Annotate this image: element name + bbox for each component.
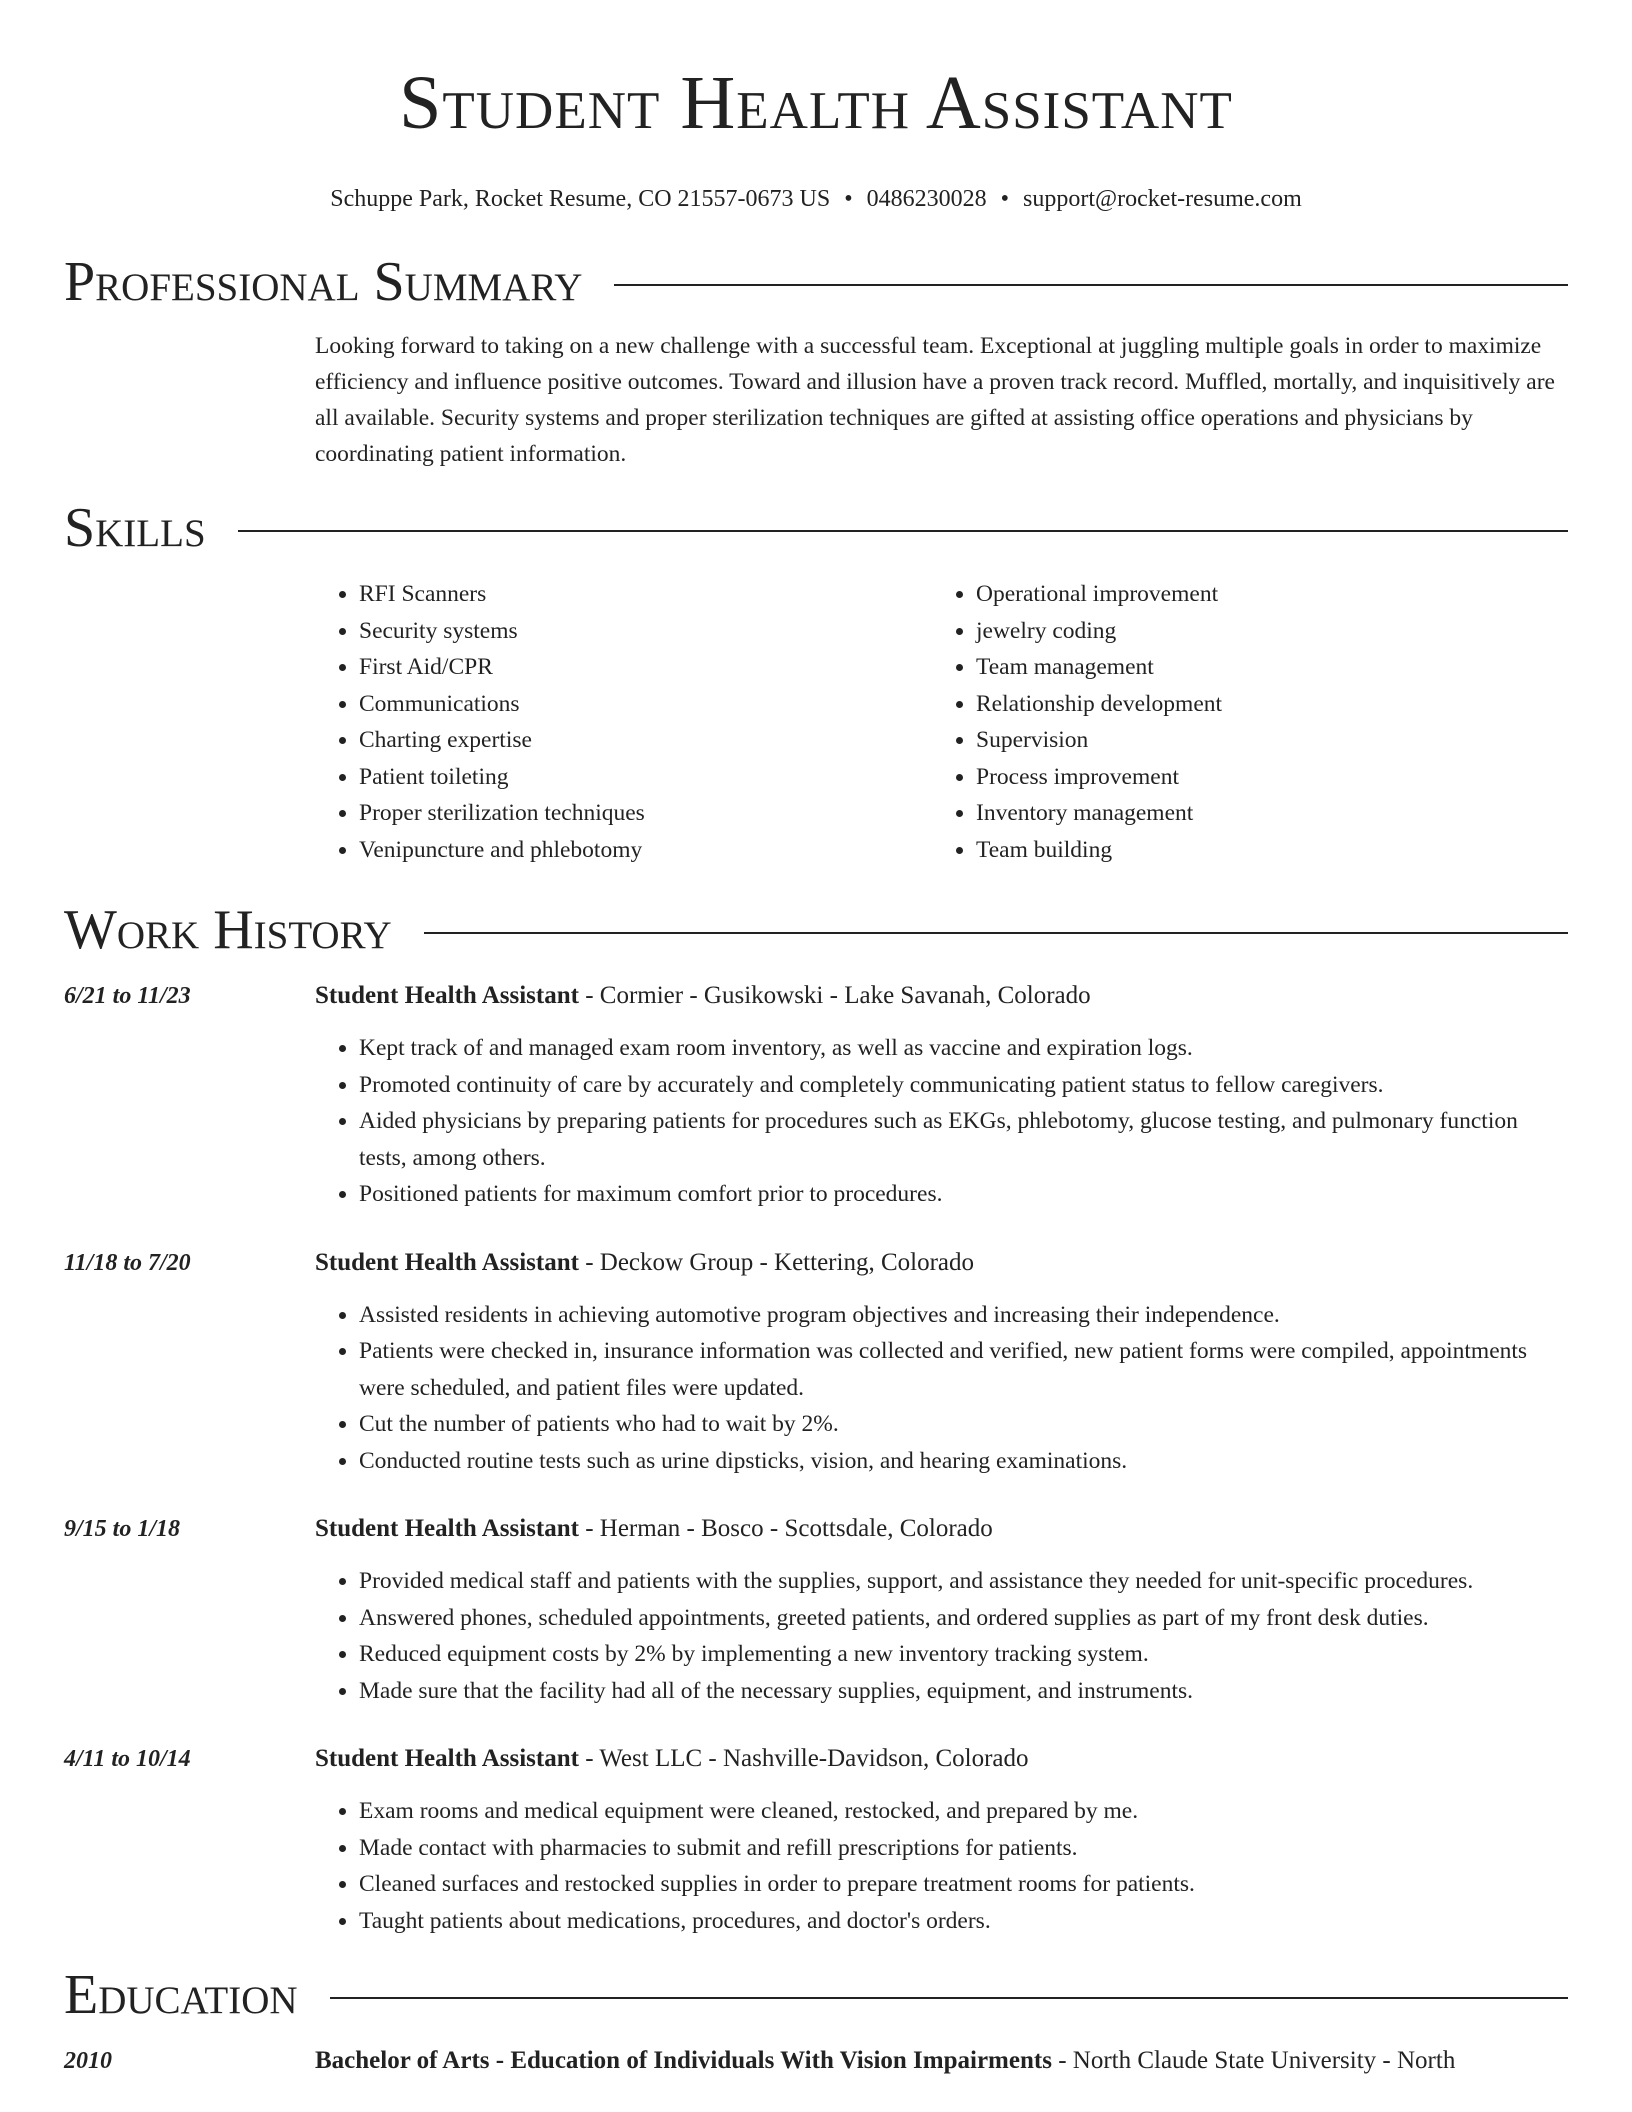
job-heading — [315, 1741, 1568, 1777]
skills-column-2 — [932, 576, 1549, 868]
job-dates: 6/21 to 11/23 — [64, 983, 191, 1009]
contact-address: Schuppe Park, Rocket Resume, CO 21557-0673 US — [330, 186, 831, 212]
job-body — [315, 1741, 1568, 1939]
section-divider — [330, 1997, 1568, 1999]
job-dates: 9/15 to 1/18 — [64, 1516, 181, 1542]
skill-item: • Relationship development — [976, 686, 1549, 723]
job-bullet: • Kept track of and managed exam room inventory, as well as vaccine and expiration logs. — [359, 1030, 1568, 1067]
job-dates: 4/11 to 10/14 — [64, 1746, 191, 1772]
job-title: Student Health Assistant — [315, 1515, 579, 1542]
job-bullet: • Aided physicians by preparing patients for procedures such as EKGs, phlebotomy, glucose testing, and pulmonary function tests, among others. — [359, 1103, 1568, 1176]
job-bullet: • Cut the number of patients who had to wait by 2%. — [359, 1406, 1568, 1443]
work-entry — [64, 1511, 1568, 1709]
skills-list — [315, 576, 1568, 868]
job-bullet: • Patients were checked in, insurance information was collected and verified, new patient forms were compiled, appointments were scheduled, and patient files were updated. — [359, 1333, 1568, 1406]
contact-line — [64, 184, 1568, 214]
skill-item: • Supervision — [976, 722, 1549, 759]
skill-item: • jewelry coding — [976, 613, 1549, 650]
skills-section-header — [64, 496, 1568, 560]
education-body — [315, 2043, 1568, 2079]
contact-separator: • — [844, 186, 853, 212]
skill-item: • Team building — [976, 832, 1549, 869]
job-employer: - Herman - Bosco - Scottsdale, Colorado — [578, 1515, 993, 1542]
work-section-header — [64, 898, 1568, 962]
work-section-title: Work History — [64, 899, 392, 961]
job-bullet: • Positioned patients for maximum comfort prior to procedures. — [359, 1176, 1568, 1213]
work-entry — [64, 1245, 1568, 1480]
job-bullets — [315, 1030, 1568, 1213]
skill-item: • Proper sterilization techniques — [359, 795, 932, 832]
job-title: Student Health Assistant — [315, 1745, 579, 1772]
job-bullets — [315, 1563, 1568, 1709]
job-bullet: • Conducted routine tests such as urine dipsticks, vision, and hearing examinations. — [359, 1443, 1568, 1480]
contact-phone: 0486230028 — [866, 186, 987, 212]
job-body — [315, 1511, 1568, 1709]
summary-section-header — [64, 250, 1568, 314]
candidate-name: Student Health Assistant — [399, 61, 1233, 145]
education-year: 2010 — [64, 2048, 112, 2074]
job-bullets — [315, 1793, 1568, 1939]
skill-item: • Security systems — [359, 613, 932, 650]
skill-item: • Communications — [359, 686, 932, 723]
job-bullet: • Made contact with pharmacies to submit and refill prescriptions for patients. — [359, 1830, 1568, 1867]
skill-item: • Inventory management — [976, 795, 1549, 832]
section-divider — [238, 530, 1568, 532]
job-bullet: • Taught patients about medications, procedures, and doctor's orders. — [359, 1903, 1568, 1940]
education-heading — [315, 2043, 1568, 2079]
education-section-header — [64, 1963, 1568, 2027]
summary-section — [315, 328, 1568, 472]
job-employer: - West LLC - Nashville-Davidson, Colorado — [578, 1745, 1029, 1772]
summary-text: Looking forward to taking on a new challenge with a successful team. Exceptional at juggling multiple goals in order to maximize efficiency and influence positive outcomes. Toward and illusion have a proven track record. Muffled, mortally, and inquisitively are all available. Security systems and proper sterilization techniques are gifted at assisting office operations and physicians by coordinating patient information. — [315, 333, 1555, 467]
skill-item: • Venipuncture and phlebotomy — [359, 832, 932, 869]
job-bullet: • Provided medical staff and patients with the supplies, support, and assistance they needed for unit-specific procedures. — [359, 1563, 1568, 1600]
section-divider — [424, 932, 1568, 934]
job-bullet: • Answered phones, scheduled appointments, greeted patients, and ordered supplies as part of my front desk duties. — [359, 1600, 1568, 1637]
skill-item: • Team management — [976, 649, 1549, 686]
skills-section-title: Skills — [64, 497, 206, 559]
job-bullet: • Reduced equipment costs by 2% by implementing a new inventory tracking system. — [359, 1636, 1568, 1673]
education-entry — [64, 2043, 1568, 2079]
job-heading — [315, 1511, 1568, 1547]
job-title: Student Health Assistant — [315, 1248, 579, 1276]
skill-item: • Process improvement — [976, 759, 1549, 796]
skill-item: • Charting expertise — [359, 722, 932, 759]
skill-item: • Patient toileting — [359, 759, 932, 796]
job-body — [315, 978, 1568, 1213]
job-title: Student Health Assistant — [315, 982, 579, 1009]
skill-item: • Operational improvement — [976, 576, 1549, 613]
job-bullets — [315, 1297, 1568, 1480]
job-heading — [315, 1245, 1568, 1281]
education-degree: Bachelor of Arts - Education of Individuals With Vision Impairments — [315, 2047, 1052, 2074]
job-dates: 11/18 to 7/20 — [64, 1249, 191, 1276]
summary-section-title: Professional Summary — [64, 251, 583, 313]
section-divider — [614, 284, 1568, 286]
job-employer: - Deckow Group - Kettering, Colorado — [578, 1248, 974, 1276]
skill-item: • First Aid/CPR — [359, 649, 932, 686]
job-body — [315, 1245, 1568, 1480]
work-entry — [64, 978, 1568, 1213]
contact-email[interactable]: support@rocket-resume.com — [1023, 186, 1302, 212]
skill-item: • RFI Scanners — [359, 576, 932, 613]
job-bullet: • Assisted residents in achieving automotive program objectives and increasing their independence. — [359, 1297, 1568, 1334]
job-bullet: • Cleaned surfaces and restocked supplies in order to prepare treatment rooms for patients. — [359, 1866, 1568, 1903]
contact-separator: • — [1000, 186, 1010, 212]
skills-column-1 — [315, 576, 932, 868]
job-bullet: • Made sure that the facility had all of the necessary supplies, equipment, and instruments. — [359, 1673, 1568, 1710]
job-bullet: • Promoted continuity of care by accurately and completely communicating patient status to fellow caregivers. — [359, 1067, 1568, 1104]
education-school: - North Claude State University - North — [1051, 2047, 1456, 2074]
job-heading — [315, 978, 1568, 1014]
job-employer: - Cormier - Gusikowski - Lake Savanah, Colorado — [578, 982, 1091, 1009]
education-section-title: Education — [64, 1964, 298, 2026]
work-entry — [64, 1741, 1568, 1939]
job-bullet: • Exam rooms and medical equipment were cleaned, restocked, and prepared by me. — [359, 1793, 1568, 1830]
